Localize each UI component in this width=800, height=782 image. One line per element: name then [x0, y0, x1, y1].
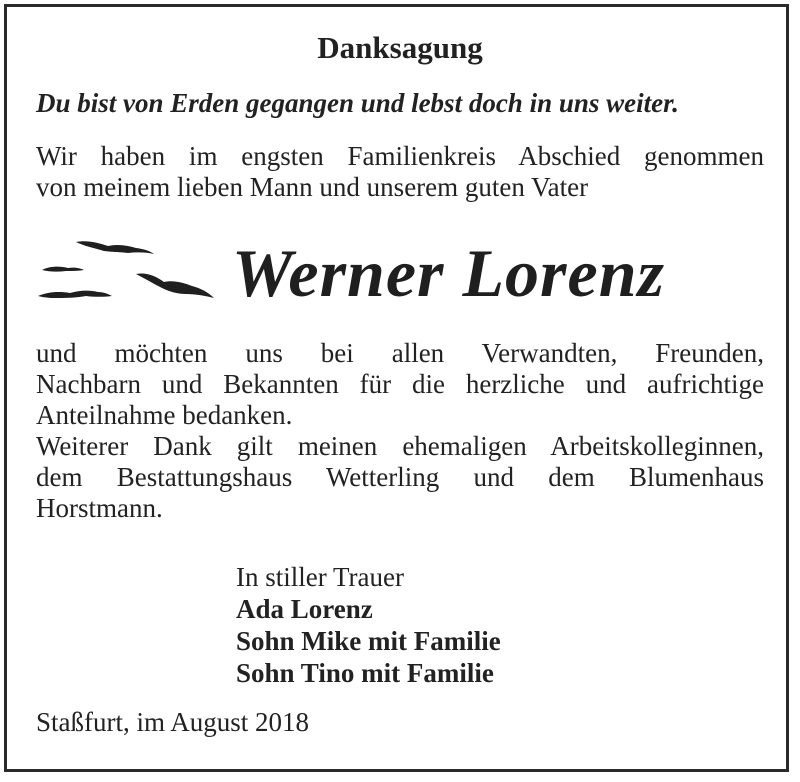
thanks-line: dem Bestattungshaus Wetterling und dem Blumenhaus [36, 462, 764, 492]
notice-title: Danksagung [317, 30, 483, 65]
flying-birds-icon [36, 236, 222, 312]
deceased-name: Werner Lorenz [232, 235, 665, 311]
intro-line: von meinem lieben Mann und unserem guten Vater [36, 172, 589, 202]
signature-name: Sohn Mike mit Familie [236, 626, 501, 656]
thanks-line: Nachbarn und Bekannten für die herzliche und aufrichtige [36, 369, 764, 399]
signature-intro: In stiller Trauer [236, 562, 404, 592]
thanks-paragraph [36, 338, 764, 524]
thanks-line: Weiterer Dank gilt meinen ehemaligen Arbeitskolleginnen, [36, 431, 764, 461]
notice-motto: Du bist von Erden gegangen und lebst doch in uns weiter. [36, 88, 679, 118]
signature-block [236, 561, 501, 689]
thanks-line: Anteilnahme bedanken. [36, 400, 293, 430]
signature-name: Sohn Tino mit Familie [236, 658, 494, 688]
signature-name: Ada Lorenz [236, 594, 373, 624]
intro-paragraph [36, 141, 764, 203]
thanks-line: Horstmann. [36, 493, 163, 523]
intro-line: Wir haben im engsten Familienkreis Abschied genommen [36, 141, 764, 171]
place-date: Staßfurt, im August 2018 [36, 707, 310, 737]
thanks-line: und möchten uns bei allen Verwandten, Freunden, [36, 338, 764, 368]
